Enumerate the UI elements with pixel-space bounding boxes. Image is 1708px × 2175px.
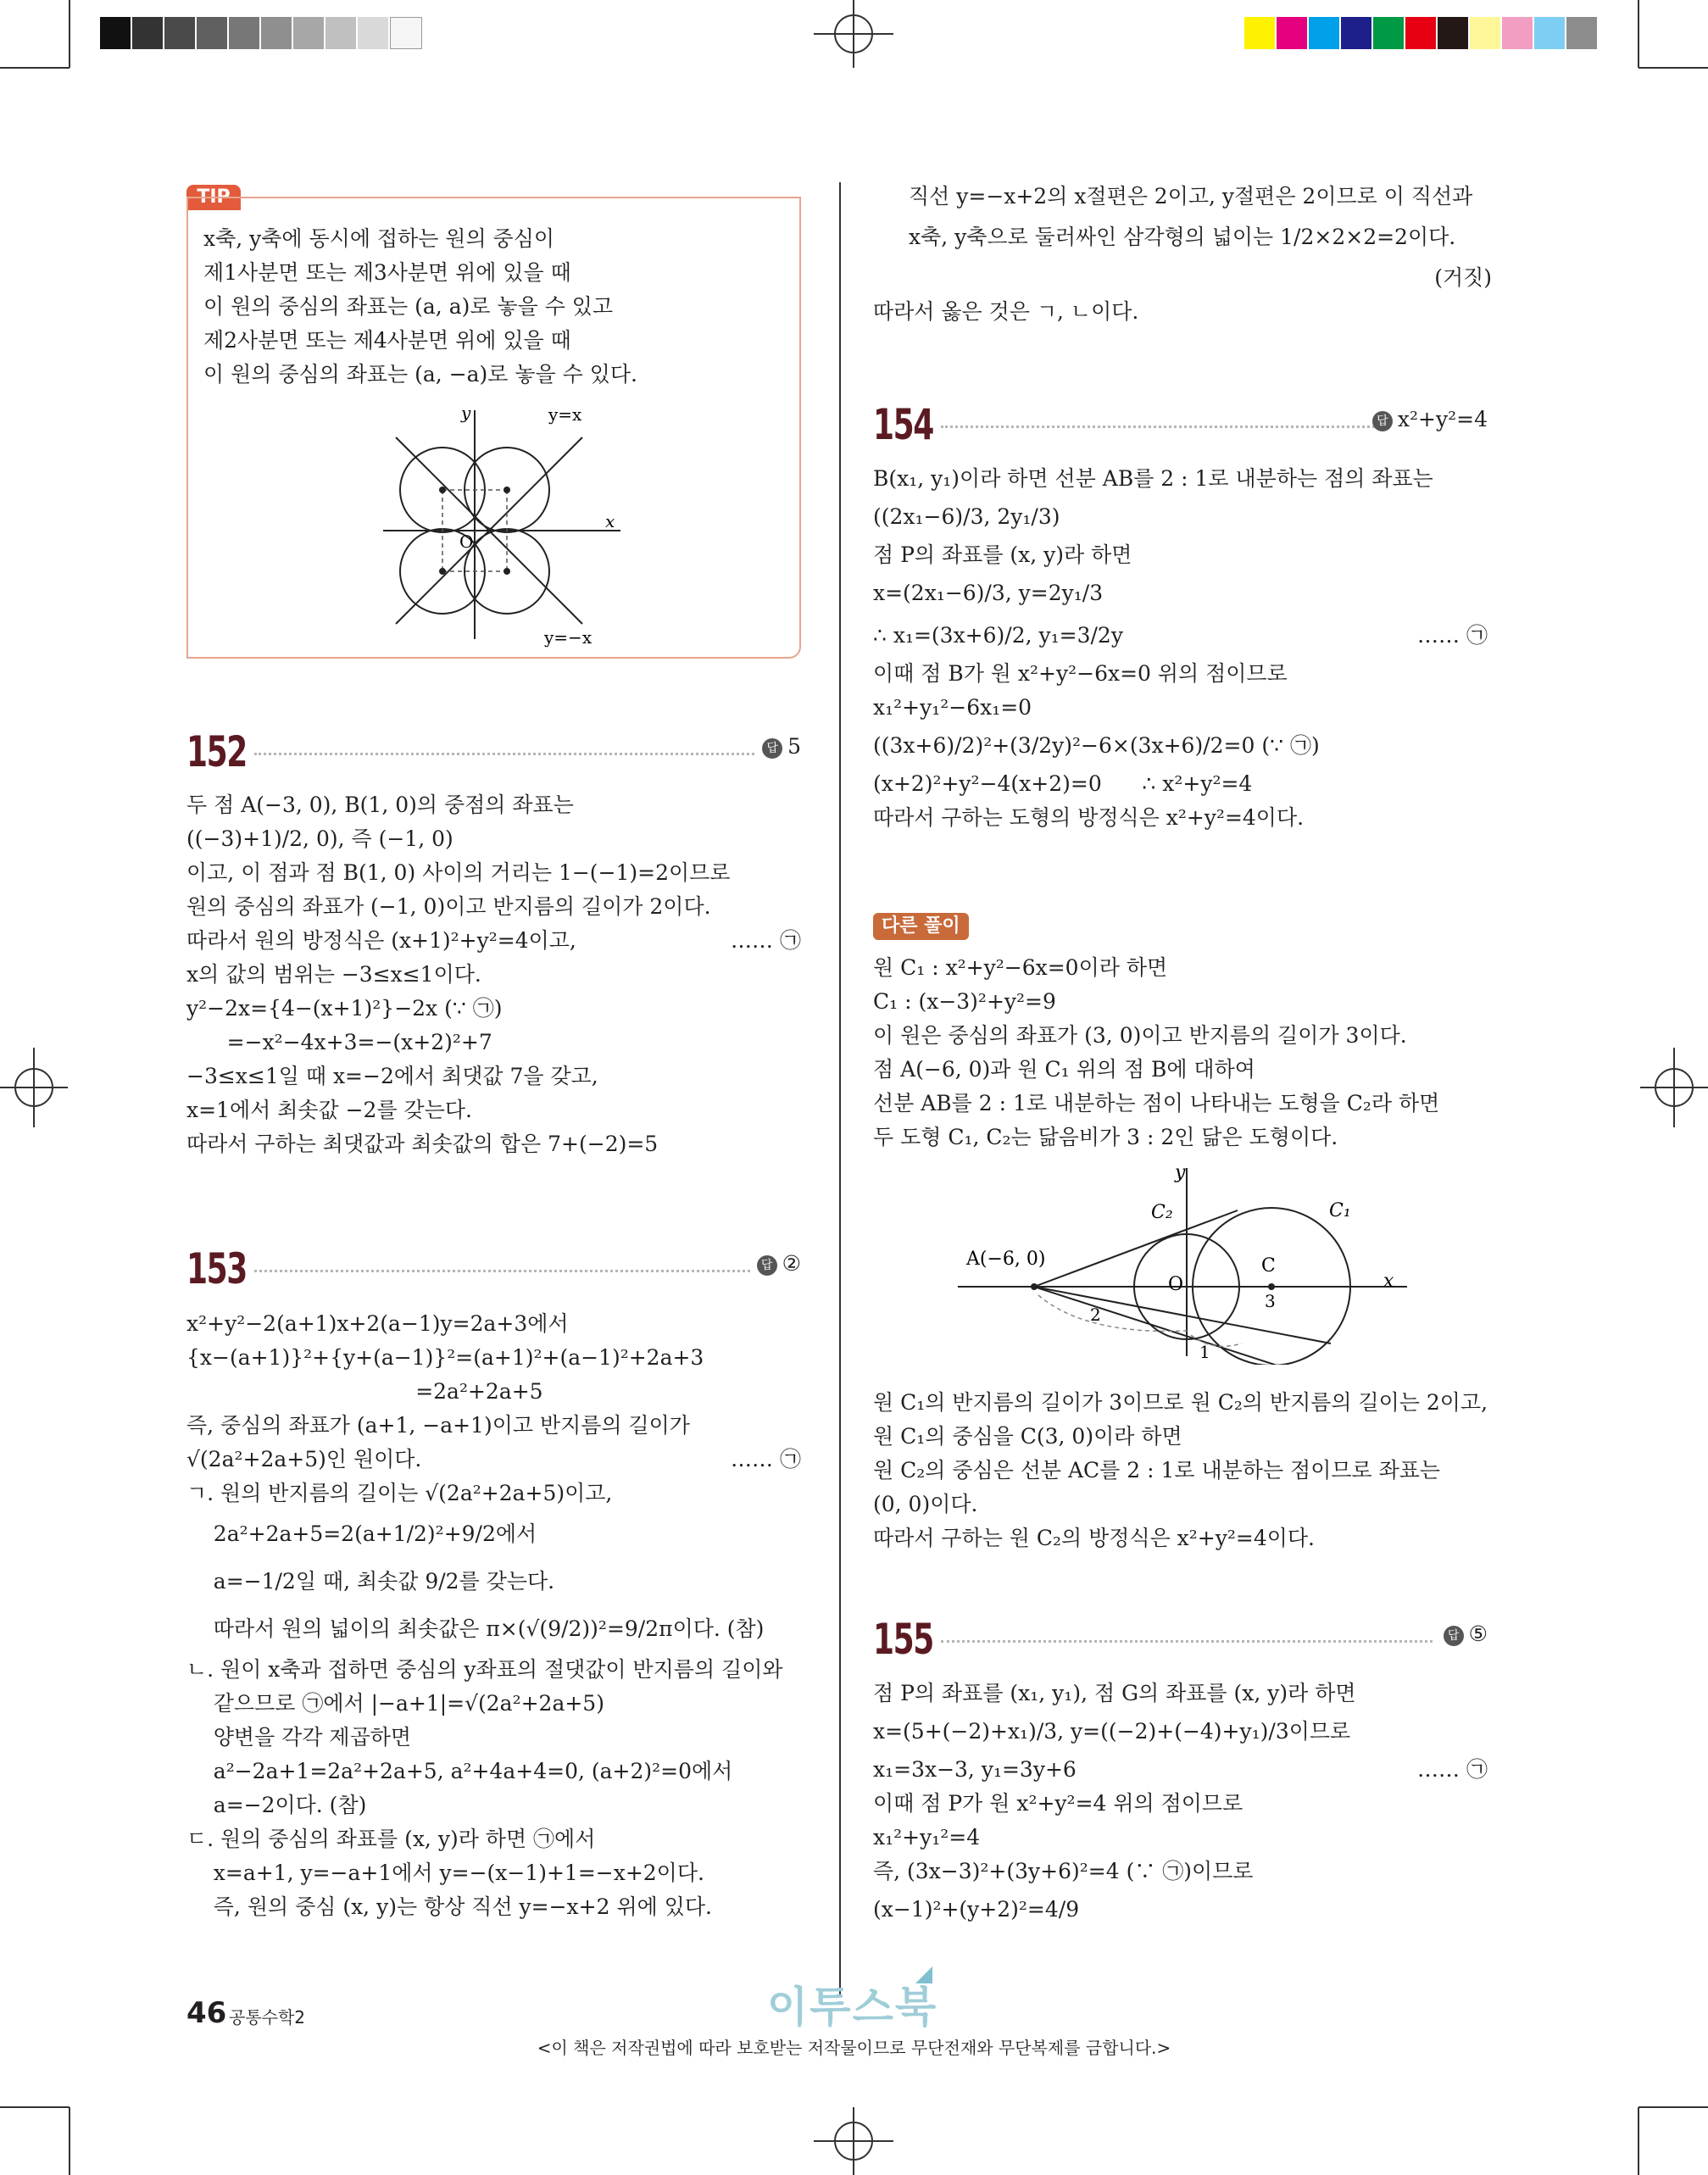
text-line: y²−2x={4−(x+1)²}−2x (∵ ㉠) <box>186 996 503 1021</box>
problem-number: 153 <box>186 1244 247 1293</box>
text-line: 즉, 중심의 좌표가 (a+1, −a+1)이고 반지름의 길이가 <box>186 1413 690 1438</box>
alt-solution-body <box>873 951 1488 1154</box>
fig-center: C <box>1261 1255 1276 1277</box>
fig-seg-2: 2 <box>1090 1304 1101 1325</box>
text-line: 점 P의 좌표를 (x₁, y₁), 점 G의 좌표를 (x, y)라 하면 <box>873 1681 1356 1705</box>
text-line: B(x₁, y₁)이라 하면 선분 AB를 2 : 1로 내분하는 점의 좌표는 <box>873 466 1433 491</box>
text-line: 점 A(−6, 0)과 원 C₁ 위의 점 B에 대하여 <box>873 1057 1255 1082</box>
answer-icon: 답 <box>762 738 782 759</box>
problem-154-header <box>873 400 1488 451</box>
text-line: x=(5+(−2)+x₁)/3, y=((−2)+(−4)+y₁)/3이므로 <box>873 1719 1351 1744</box>
text-line: x₁²+y₁²−6x₁=0 <box>873 695 1032 720</box>
text-line: ((3x+6)/2)²+(3/2y)²−6×(3x+6)/2=0 (∵ ㉠) <box>873 733 1320 758</box>
fig-c2: C₂ <box>1151 1202 1173 1223</box>
text-line: 양변을 각각 제곱하면 <box>186 1725 412 1749</box>
p154-after-figure <box>873 1386 1488 1555</box>
text-line: ((−3)+1)/2, 0), 즉 (−1, 0) <box>186 826 453 851</box>
text-line: 따라서 구하는 최댓값과 최솟값의 합은 7+(−2)=5 <box>186 1132 659 1156</box>
text-line: 따라서 원의 넓이의 최솟값은 π×(√(9/2))²=9/2π이다. (참) <box>186 1616 765 1641</box>
tip-fig-line2: y=−x <box>544 627 593 648</box>
text-line: 원 C₁ : x²+y²−6x=0이라 하면 <box>873 955 1168 980</box>
text-line <box>873 1753 1488 1787</box>
dotted-rule <box>254 753 754 755</box>
logo-flag-icon <box>915 1966 932 1983</box>
text-line: {x−(a+1)}²+{y+(a−1)}²=(a+1)²+(a−1)²+2a+3 <box>186 1345 704 1370</box>
problem-152-header <box>186 727 801 778</box>
text-line: 같으므로 ㉠에서 |−a+1|=√(2a²+2a+5) <box>186 1691 604 1716</box>
tip-text <box>203 222 637 392</box>
text-line: 따라서 옳은 것은 ㄱ, ㄴ이다. <box>873 299 1139 324</box>
text-line-content: √(2a²+2a+5)인 원이다. <box>186 1447 422 1471</box>
text-line: 즉, 원의 중심 (x, y)는 항상 직선 y=−x+2 위에 있다. <box>186 1894 712 1919</box>
tip-fig-line1: y=x <box>548 404 582 425</box>
tip-fig-x-label: x <box>605 511 615 531</box>
text-line: C₁ : (x−3)²+y²=9 <box>873 989 1056 1014</box>
tip-label: TIP <box>186 185 241 210</box>
answer-icon: 답 <box>757 1255 777 1276</box>
publisher-logo: 이투스북 <box>767 1983 938 2032</box>
problem-155-body <box>873 1677 1488 1931</box>
equation-mark: …… ㉠ <box>1417 1757 1488 1782</box>
text-line: =2a²+2a+5 <box>186 1379 543 1404</box>
text-line: 선분 AB를 2 : 1로 내분하는 점이 나타내는 도형을 C₂라 하면 <box>873 1091 1440 1115</box>
text-line: =−x²−4x+3=−(x+2)²+7 <box>186 1030 492 1054</box>
text-line: ㄱ. 원의 반지름의 길이는 √(2a²+2a+5)이고, <box>186 1481 613 1505</box>
text-line: 두 도형 C₁, C₂는 닮음비가 3 : 2인 닮은 도형이다. <box>873 1125 1338 1149</box>
text-line: 원의 중심의 좌표가 (−1, 0)이고 반지름의 길이가 2이다. <box>186 894 711 919</box>
dotted-rule <box>941 1640 1433 1643</box>
tip-line: 제2사분면 또는 제4사분면 위에 있을 때 <box>203 328 571 353</box>
text-line: x₁²+y₁²=4 <box>873 1825 981 1850</box>
answer-icon: 답 <box>1444 1626 1464 1646</box>
problem-number: 154 <box>873 400 933 449</box>
text-line: ㄴ. 원이 x축과 접하면 중심의 y좌표의 절댓값이 반지름의 길이와 <box>186 1657 783 1682</box>
text-line: x의 값의 범위는 −3≤x≤1이다. <box>186 962 481 987</box>
problem-152-body <box>186 788 801 1161</box>
text-line: ㄷ. 원의 중심의 좌표를 (x, y)라 하면 ㉠에서 <box>186 1827 596 1851</box>
problem-155-header <box>873 1615 1488 1666</box>
answer-value: ⑤ <box>1468 1622 1488 1646</box>
text-line: 점 P의 좌표를 (x, y)라 하면 <box>873 542 1132 567</box>
answer <box>762 734 801 759</box>
text-line: (x−1)²+(y+2)²=4/9 <box>873 1897 1080 1922</box>
text-line: (0, 0)이다. <box>873 1492 978 1516</box>
column-divider <box>839 182 841 1996</box>
copyright-notice: <이 책은 저작권법에 따라 보호받는 저작물이므로 무단전재와 무단복제를 금합니다.> <box>537 2038 1171 2058</box>
text-line: 이 원은 중심의 좌표가 (3, 0)이고 반지름의 길이가 3이다. <box>873 1023 1407 1048</box>
dotted-rule <box>941 426 1390 428</box>
tip-box <box>186 197 801 659</box>
tip-line: x축, y축에 동시에 접하는 원의 중심이 <box>203 226 555 251</box>
text-line: 따라서 구하는 도형의 방정식은 x²+y²=4이다. <box>873 805 1305 830</box>
answer-icon: 답 <box>1372 411 1393 431</box>
answer-value: ② <box>782 1251 801 1276</box>
tangent-line-lower <box>1034 1287 1280 1365</box>
text-line: 이때 점 P가 원 x²+y²=4 위의 점이므로 <box>873 1791 1243 1816</box>
fig-c1: C₁ <box>1329 1200 1351 1221</box>
problem-154-body <box>873 462 1488 835</box>
text-line: x²+y²−2(a+1)x+2(a−1)y=2a+3에서 <box>186 1311 569 1336</box>
text-line <box>186 924 801 958</box>
text-line: x축, y축으로 둘러싸인 삼각형의 넓이는 1/2×2×2=2이다. <box>909 225 1456 249</box>
text-line-content: ∴ x₁=(3x+6)/2, y₁=3/2y <box>873 623 1123 648</box>
text-line: a=−1/2일 때, 최솟값 9/2를 갖는다. <box>186 1569 555 1594</box>
tip-circles-figure <box>375 402 629 648</box>
text-line: 이고, 이 점과 점 B(1, 0) 사이의 거리는 1−(−1)=2이므로 <box>186 860 731 885</box>
tip-line: 이 원의 중심의 좌표는 (a, a)로 놓을 수 있고 <box>203 294 614 319</box>
tip-line: 이 원의 중심의 좌표는 (a, −a)로 놓을 수 있다. <box>203 362 637 387</box>
fig-origin: O <box>1168 1274 1184 1295</box>
problem-153-body <box>186 1307 801 1924</box>
fig-y-axis: y <box>1175 1162 1186 1183</box>
text-line: 직선 y=−x+2의 x절편은 2이고, y절편은 2이므로 이 직선과 <box>909 184 1473 209</box>
equation-mark: …… ㉠ <box>731 1447 801 1471</box>
equation-mark: …… ㉠ <box>731 928 801 953</box>
text-line: 원 C₁의 반지름의 길이가 3이므로 원 C₂의 반지름의 길이는 2이고, <box>873 1390 1488 1415</box>
text-line: 두 점 A(−3, 0), B(1, 0)의 중점의 좌표는 <box>186 793 574 817</box>
text-line: 2a²+2a+5=2(a+1/2)²+9/2에서 <box>186 1521 537 1546</box>
equation-mark: …… ㉠ <box>1417 623 1488 648</box>
text-line: −3≤x≤1일 때 x=−2에서 최댓값 7을 갖고, <box>186 1064 598 1088</box>
tip-fig-y-label: y <box>461 403 471 423</box>
answer-value: x²+y²=4 <box>1397 407 1488 431</box>
answer <box>1444 1622 1488 1646</box>
answer-value: 5 <box>787 734 801 759</box>
fig-point-a: A(−6, 0) <box>966 1249 1046 1270</box>
p153-continuation <box>873 180 1492 329</box>
text-line: x=1에서 최솟값 −2를 갖는다. <box>186 1098 472 1122</box>
text-line: ((2x₁−6)/3, 2y₁/3) <box>873 504 1060 529</box>
answer <box>757 1251 801 1276</box>
text-line-content: 따라서 원의 방정식은 (x+1)²+y²=4이고, <box>186 928 576 953</box>
fig-x-axis: x <box>1383 1271 1394 1292</box>
dotted-rule <box>254 1270 750 1272</box>
text-line <box>873 615 1488 657</box>
text-line <box>186 1443 801 1477</box>
text-line: 따라서 구하는 원 C₂의 방정식은 x²+y²=4이다. <box>873 1526 1315 1550</box>
p154-circles-figure <box>958 1161 1416 1365</box>
text-line: 원 C₁의 중심을 C(3, 0)이라 하면 <box>873 1424 1182 1449</box>
text-line: 즉, (3x−3)²+(3y+6)²=4 (∵ ㉠)이므로 <box>873 1859 1254 1883</box>
text-line: x=(2x₁−6)/3, y=2y₁/3 <box>873 581 1104 605</box>
text-line: (거짓) <box>1434 265 1492 290</box>
answer <box>1372 407 1488 431</box>
text-line: a=−2이다. (참) <box>186 1793 367 1817</box>
problem-153-header <box>186 1244 801 1295</box>
text-line: 이때 점 B가 원 x²+y²−6x=0 위의 점이므로 <box>873 661 1288 686</box>
tip-line: 제1사분면 또는 제3사분면 위에 있을 때 <box>203 260 571 285</box>
tip-fig-origin: O <box>459 531 474 552</box>
problem-number: 152 <box>186 727 247 776</box>
text-line-content: x₁=3x−3, y₁=3y+6 <box>873 1757 1077 1782</box>
alt-solution-badge: 다른 풀이 <box>873 913 969 940</box>
text-line: x=a+1, y=−a+1에서 y=−(x−1)+1=−x+2이다. <box>186 1861 704 1885</box>
page-number: 46 <box>186 1996 227 2030</box>
book-title: 공통수학2 <box>229 2007 306 2028</box>
fig-center-x: 3 <box>1265 1291 1276 1311</box>
fig-seg-1: 1 <box>1199 1342 1210 1362</box>
text-line: 원 C₂의 중심은 선분 AC를 2 : 1로 내분하는 점이므로 좌표는 <box>873 1458 1441 1482</box>
text-line: (x+2)²+y²−4(x+2)=0 ∴ x²+y²=4 <box>873 771 1253 796</box>
problem-number: 155 <box>873 1615 933 1664</box>
text-line: a²−2a+1=2a²+2a+5, a²+4a+4=0, (a+2)²=0에서 <box>186 1759 733 1783</box>
